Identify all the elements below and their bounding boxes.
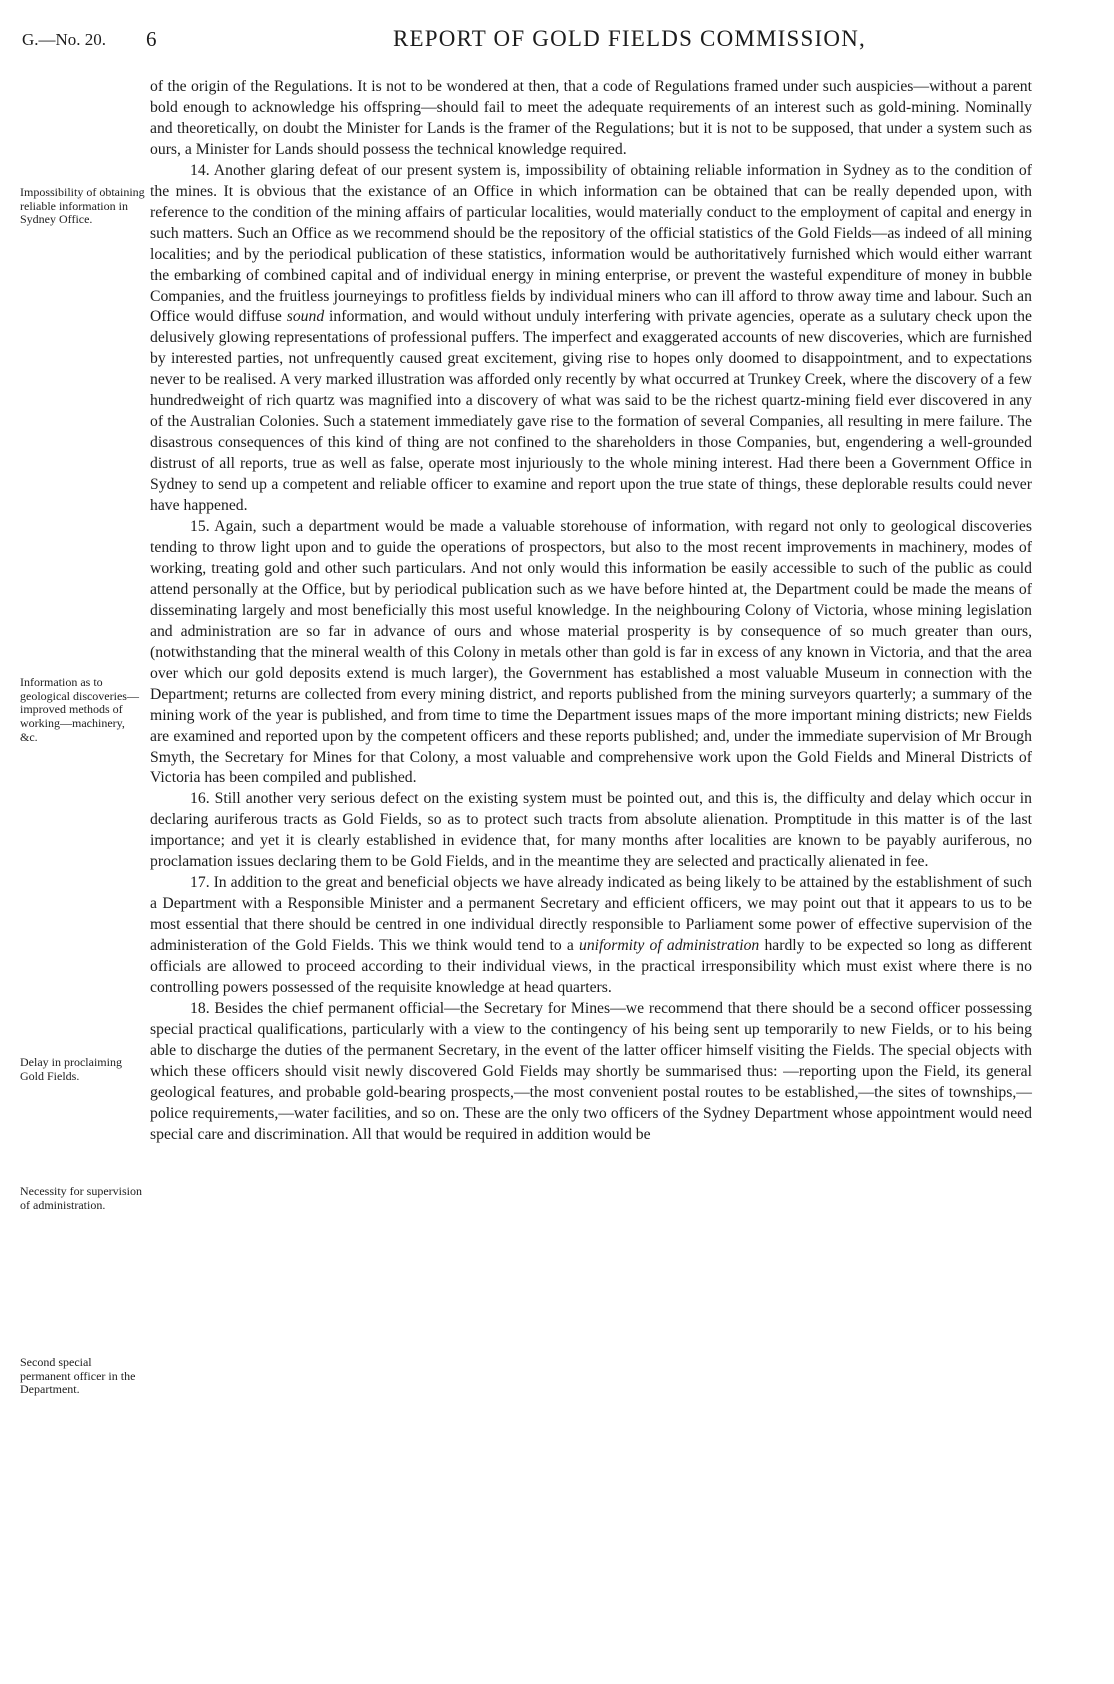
report-body (150, 77, 1032, 1146)
margin-note-supervision: Necessity for supervision of administration. (20, 1184, 142, 1212)
paragraph-13-continuation: of the origin of the Regulations. It is not to be wondered at then, that a code of Regulations framed under such auspicies—without a parent bold enough to acknowledge his offspring—should fail to meet the adequate requirements of an interest such as gold-mining. Nominally and theoretically, on doubt the Minister for Lands is the framer of the Regulations; but it is not to be supposed, that under a system such as ours, a Minister for Lands should possess the technical knowledge required. (150, 78, 1032, 158)
paragraph-15: 15. Again, such a department would be made a valuable storehouse of information, with regard not only to geological discoveries tending to throw light upon and to guide the operations of prospectors, but also to the most recent improvements in machinery, modes of working, treating gold and other such particulars. And not only would this information be easily accessible to such of the public as could attend personally at the Office, but by periodical publication such as we have before hinted at, the Department could be made the means of disseminating largely and most beneficially this most useful knowledge. In the neighbouring Colony of Victoria, whose mining legislation and administration are so far in advance of ours and whose material prosperity is by consequence of so much greater than ours, (notwithstanding that the mineral wealth of this Colony in metals other than gold is far in excess of any known in Victoria, and that the area over which our gold deposits extend is much larger), the Government has established a most valuable Museum in connection with the Department; returns are collected from every mining district, and reports published from the mining surveyors quarterly; a summary of the mining work of the year is published, and from time to time the Department issues maps of the more important mining districts; new Fields are examined and reported upon by the competent officers and these reports published; and, under the immediate supervision of Mr Brough Smyth, the Secretary for Mines for that Colony, a most valuable and comprehensive work upon the Gold Fields and Mineral Districts of Victoria has been compiled and published. (150, 518, 1032, 787)
paragraph-17-text-b: hardly to be expected so long as different officials are allowed to proceed according to their individual views, in the practical irresponsibility which must exist where there is no controlling powers possessed of the requisite knowledge at head quarters. (150, 937, 1033, 996)
paragraph-14 (150, 161, 1032, 517)
margin-note-reliable-information: Impossibility of obtaining reliable information in Sydney Office. (20, 185, 145, 227)
paragraph-18: 18. Besides the chief permanent official—the Secretary for Mines—we recommend that there should be a second officer possessing special practical qualifications, particularly with a view to the contingency of his being sent up temporarily to new Fields, or to his being able to discharge the duties of the permanent Secretary, in the event of the latter officer himself visiting the Fields. The special objects with which these officers should visit newly discovered Gold Fields may shortly be summarised thus: —reporting upon the Field, its general geological features, and probable gold-bearing prospects,—the most convenient postal routes to be established,—the sites of townships,—police requirements,—water facilities, and so on. These are the only two officers of the Sydney Department whose appointment would need special care and discrimination. All that would be required in addition would be (150, 999, 1032, 1143)
margin-note-second-officer: Second special permanent officer in the Department. (20, 1355, 136, 1397)
paragraph-14-text-b: information, and would without unduly interfering with private agencies, operate as a sulutary check upon the delusively glowing representations of professional puffers. The imperfect and exaggerated accounts of new discoveries, which are furnished by interested parties, not unfrequently caused great excitement, giving rise to hopes only doomed to disappointment, and to expectations never to be realised. A very marked illustration was afforded only recently by what occurred at Trunkey Creek, where the discovery of a few hundredweight of rich quartz was magnified into a discovery of what was said to be the richest quartz-mining field ever discovered in any of the Australian Colonies. Such a statement immediately gave rise to the formation of several Companies, all resulting in mere failure. The disastrous consequences of this kind of thing are not confined to the shareholders in those Companies, but, engendering a well-grounded distrust of all reports, true as well as false, operate most injuriously to the whole mining interest. Had there been a Government Office in Sydney to send up a competent and reliable officer to examine and report upon the true state of things, these deplorable results could never have happened. (150, 308, 1032, 515)
document-reference: G.—No. 20. (22, 30, 107, 49)
paragraph-16: 16. Still another very serious defect on the existing system must be pointed out, and this is, the difficulty and delay which occur in declaring auriferous tracts as Gold Fields, so as to protect such tracts from absolute alienation. Promptitude in this matter is of the last importance; and yet it is clearly established in evidence that, for many months after localities are known to be payably auriferous, no proclamation issues declaring them to be Gold Fields, and in the meantime they are selected and practically alienated in fee. (150, 790, 1032, 871)
margin-note-geological-discoveries: Information as to geological discoveries—improved methods of working—machinery, &c. (20, 675, 139, 744)
page-header (22, 26, 1092, 56)
paragraph-17-emphasis: uniformity of administration (578, 937, 760, 955)
paragraph-14-text-a: 14. Another glaring defeat of our present system is, impossibility of obtaining reliable information in Sydney as to the condition of the mines. It is obvious that the existance of an Office in which information can be obtained that can be really depended upon, with reference to the condition of the mining affairs of particular localities, would materially conduct to the employment of capital and energy in such matters. Such an Office as we recommend should be the repository of the official statistics of the Gold Fields—as indeed of all mining localities; and by the periodical publication of these statistics, information would be authoritatively furnished which would either warrant the embarking of combined capital and of individual energy in mining enterprise, or prevent the wasteful expenditure of money in bubble Companies, and the fruitless journeyings to profitless fields by individual miners who can ill afford to throw away time and labour. Such an Office would diffuse (150, 161, 1032, 326)
paragraph-14-emphasis: sound (286, 308, 325, 326)
page-title: REPORT OF GOLD FIELDS COMMISSION, (393, 26, 866, 51)
paragraph-17 (150, 873, 1032, 999)
page-number: 6 (146, 27, 157, 51)
paragraph-17-text-a: 17. In addition to the great and beneficial objects we have already indicated as being likely to be attained by the establishment of such a Department with a Responsible Minister and a permanent Secretary and efficient officers, we may point out that it appears to us to be most essential that there should be centred in one individual directly responsible to Parliament some power of effective supervision of the administeration of the Gold Fields. This we think would tend to a (150, 874, 1032, 955)
margin-note-delay-proclaiming: Delay in proclaiming Gold Fields. (20, 1055, 122, 1083)
